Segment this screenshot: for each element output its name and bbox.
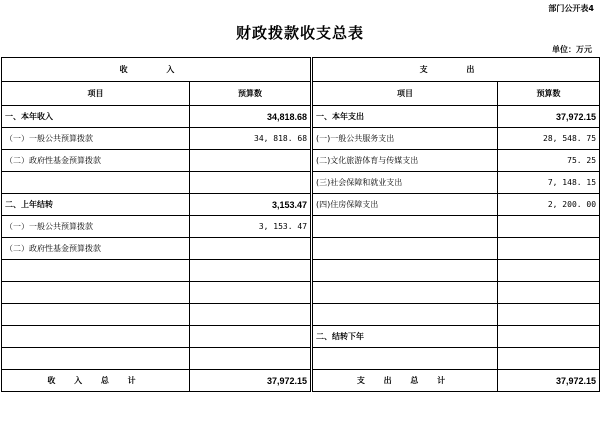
total-income-value: 37,972.15 bbox=[190, 370, 312, 392]
expense-value bbox=[498, 304, 600, 326]
total-expense-label: 支 出 总 计 bbox=[312, 370, 498, 392]
expense-item: (一)一般公共服务支出 bbox=[312, 128, 498, 150]
form-id-label: 部门公开表4 bbox=[548, 4, 594, 13]
income-item: 一、本年收入 bbox=[2, 106, 190, 128]
total-expense-value: 37,972.15 bbox=[498, 370, 600, 392]
income-value bbox=[190, 326, 312, 348]
income-value bbox=[190, 304, 312, 326]
expense-value bbox=[498, 326, 600, 348]
expense-item bbox=[312, 216, 498, 238]
income-value bbox=[190, 172, 312, 194]
expense-value: 75. 25 bbox=[498, 150, 600, 172]
income-item: （一）一般公共预算拨款 bbox=[2, 128, 190, 150]
table-row bbox=[2, 150, 600, 172]
income-item: 二、上年结转 bbox=[2, 194, 190, 216]
budget-summary-table bbox=[1, 57, 600, 392]
income-item: （二）政府性基金预算拨款 bbox=[2, 150, 190, 172]
table-row bbox=[2, 348, 600, 370]
expense-item bbox=[312, 304, 498, 326]
table-section-header-row bbox=[2, 58, 600, 82]
income-value: 3, 153. 47 bbox=[190, 216, 312, 238]
income-value bbox=[190, 348, 312, 370]
expense-value: 7, 148. 15 bbox=[498, 172, 600, 194]
income-value: 3,153.47 bbox=[190, 194, 312, 216]
income-item bbox=[2, 326, 190, 348]
income-item bbox=[2, 282, 190, 304]
expense-item: (四)住房保障支出 bbox=[312, 194, 498, 216]
expense-value bbox=[498, 260, 600, 282]
table-row bbox=[2, 194, 600, 216]
income-item: （一）一般公共预算拨款 bbox=[2, 216, 190, 238]
table-column-header-row bbox=[2, 82, 600, 106]
expense-section-header: 支 出 bbox=[312, 58, 600, 82]
income-section-header: 收 入 bbox=[2, 58, 312, 82]
total-row bbox=[2, 370, 600, 392]
table-row bbox=[2, 260, 600, 282]
income-budget-column-header: 预算数 bbox=[190, 82, 312, 106]
table-row bbox=[2, 326, 600, 348]
expense-value bbox=[498, 238, 600, 260]
income-item: （二）政府性基金预算拨款 bbox=[2, 238, 190, 260]
expense-value bbox=[498, 282, 600, 304]
expense-item: (三)社会保障和就业支出 bbox=[312, 172, 498, 194]
income-value bbox=[190, 238, 312, 260]
expense-item bbox=[312, 260, 498, 282]
expense-item bbox=[312, 282, 498, 304]
expense-budget-column-header: 预算数 bbox=[498, 82, 600, 106]
table-row bbox=[2, 238, 600, 260]
income-item-column-header: 项目 bbox=[2, 82, 190, 106]
income-value: 34, 818. 68 bbox=[190, 128, 312, 150]
expense-value: 2, 200. 00 bbox=[498, 194, 600, 216]
table-row bbox=[2, 172, 600, 194]
table-row bbox=[2, 216, 600, 238]
income-item bbox=[2, 304, 190, 326]
table-row bbox=[2, 304, 600, 326]
income-value bbox=[190, 260, 312, 282]
expense-item: 一、本年支出 bbox=[312, 106, 498, 128]
expense-value: 37,972.15 bbox=[498, 106, 600, 128]
expense-item bbox=[312, 348, 498, 370]
income-item bbox=[2, 172, 190, 194]
unit-label: 单位：万元 bbox=[552, 45, 592, 54]
expense-value: 28, 548. 75 bbox=[498, 128, 600, 150]
income-value bbox=[190, 150, 312, 172]
income-value bbox=[190, 282, 312, 304]
expense-item bbox=[312, 238, 498, 260]
expense-item-column-header: 项目 bbox=[312, 82, 498, 106]
table-row bbox=[2, 106, 600, 128]
expense-item: (二)文化旅游体育与传媒支出 bbox=[312, 150, 498, 172]
page-title: 财政拨款收支总表 bbox=[235, 24, 364, 42]
total-income-label: 收 入 总 计 bbox=[2, 370, 190, 392]
expense-value bbox=[498, 348, 600, 370]
income-value: 34,818.68 bbox=[190, 106, 312, 128]
table-row bbox=[2, 282, 600, 304]
table-row bbox=[2, 128, 600, 150]
income-item bbox=[2, 260, 190, 282]
income-item bbox=[2, 348, 190, 370]
expense-item: 二、结转下年 bbox=[312, 326, 498, 348]
expense-value bbox=[498, 216, 600, 238]
